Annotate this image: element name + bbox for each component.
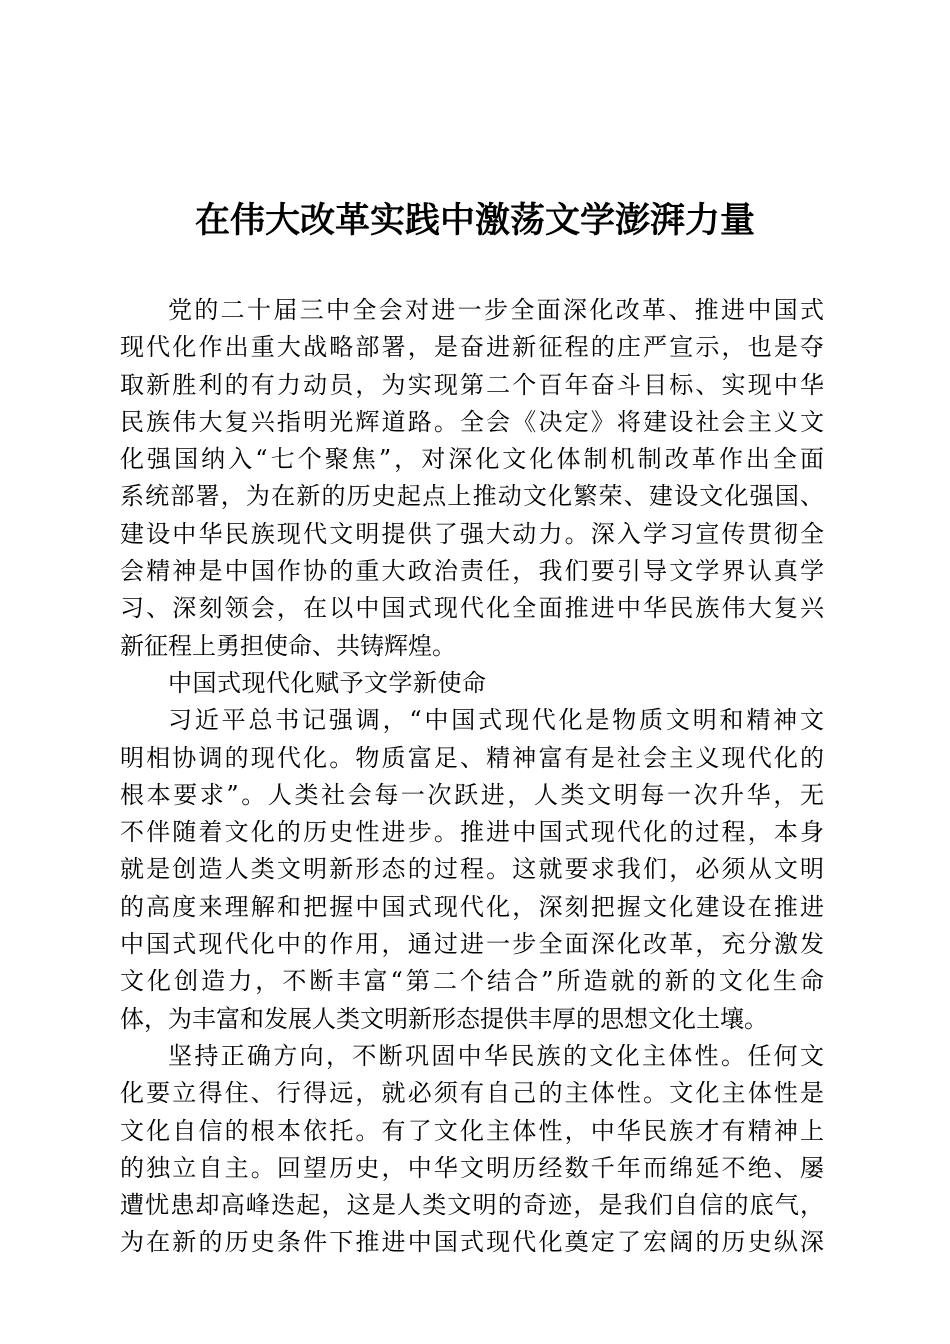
body-line: 的独立自主。回望历史，中华文明历经数千年而绵延不绝、屡	[120, 1153, 824, 1182]
body-line: 新征程上勇担使命、共铸辉煌。	[120, 631, 456, 660]
body-line: 现代化作出重大战略部署，是奋进新征程的庄严宣示，也是夺	[120, 333, 824, 362]
document-body	[120, 292, 824, 1262]
body-line: 系统部署，为在新的历史起点上推动文化繁荣、建设文化强国、	[120, 482, 824, 511]
body-line: 为在新的历史条件下推进中国式现代化奠定了宏阔的历史纵深	[120, 1228, 824, 1257]
body-line: 根本要求”。人类社会每一次跃进，人类文明每一次升华，无	[120, 780, 824, 809]
document-title: 在伟大改革实践中激荡文学澎湃力量	[194, 200, 755, 241]
body-line: 就是创造人类文明新形态的过程。这就要求我们，必须从文明	[120, 855, 824, 884]
body-line: 党的二十届三中全会对进一步全面深化改革、推进中国式	[168, 296, 824, 324]
body-line: 遭忧患却高峰迭起，这是人类文明的奇迹，是我们自信的底气，	[120, 1191, 824, 1220]
body-line: 化要立得住、行得远，就必须有自己的主体性。文化主体性是	[120, 1079, 824, 1108]
body-line: 建设中华民族现代文明提供了强大动力。深入学习宣传贯彻全	[120, 519, 824, 548]
body-line: 坚持正确方向，不断巩固中华民族的文化主体性。任何文	[168, 1041, 824, 1070]
body-line: 习近平总书记强调，“中国式现代化是物质文明和精神文	[168, 706, 824, 735]
body-line: 的高度来理解和把握中国式现代化，深刻把握文化建设在推进	[120, 892, 824, 921]
body-line: 明相协调的现代化。物质富足、精神富有是社会主义现代化的	[120, 743, 824, 772]
body-line: 会精神是中国作协的重大政治责任，我们要引导文学界认真学	[120, 557, 824, 586]
body-line: 文化创造力，不断丰富“第二个结合”所造就的新的文化生命	[120, 967, 824, 996]
body-line: 取新胜利的有力动员，为实现第二个百年奋斗目标、实现中华	[120, 370, 824, 399]
body-line: 体，为丰富和发展人类文明新形态提供丰厚的思想文化土壤。	[120, 1004, 768, 1033]
body-line: 习、深刻领会，在以中国式现代化全面推进中华民族伟大复兴	[120, 594, 824, 623]
body-line: 中国式现代化中的作用，通过进一步全面深化改革，充分激发	[120, 930, 824, 959]
section-heading: 中国式现代化赋予文学新使命	[168, 668, 487, 697]
body-line: 民族伟大复兴指明光辉道路。全会《决定》将建设社会主义文	[120, 407, 824, 436]
body-line: 化强国纳入“七个聚焦”，对深化文化体制机制改革作出全面	[120, 445, 824, 474]
body-line: 不伴随着文化的历史性进步。推进中国式现代化的过程，本身	[120, 818, 824, 847]
body-line: 文化自信的根本依托。有了文化主体性，中华民族才有精神上	[120, 1116, 824, 1145]
